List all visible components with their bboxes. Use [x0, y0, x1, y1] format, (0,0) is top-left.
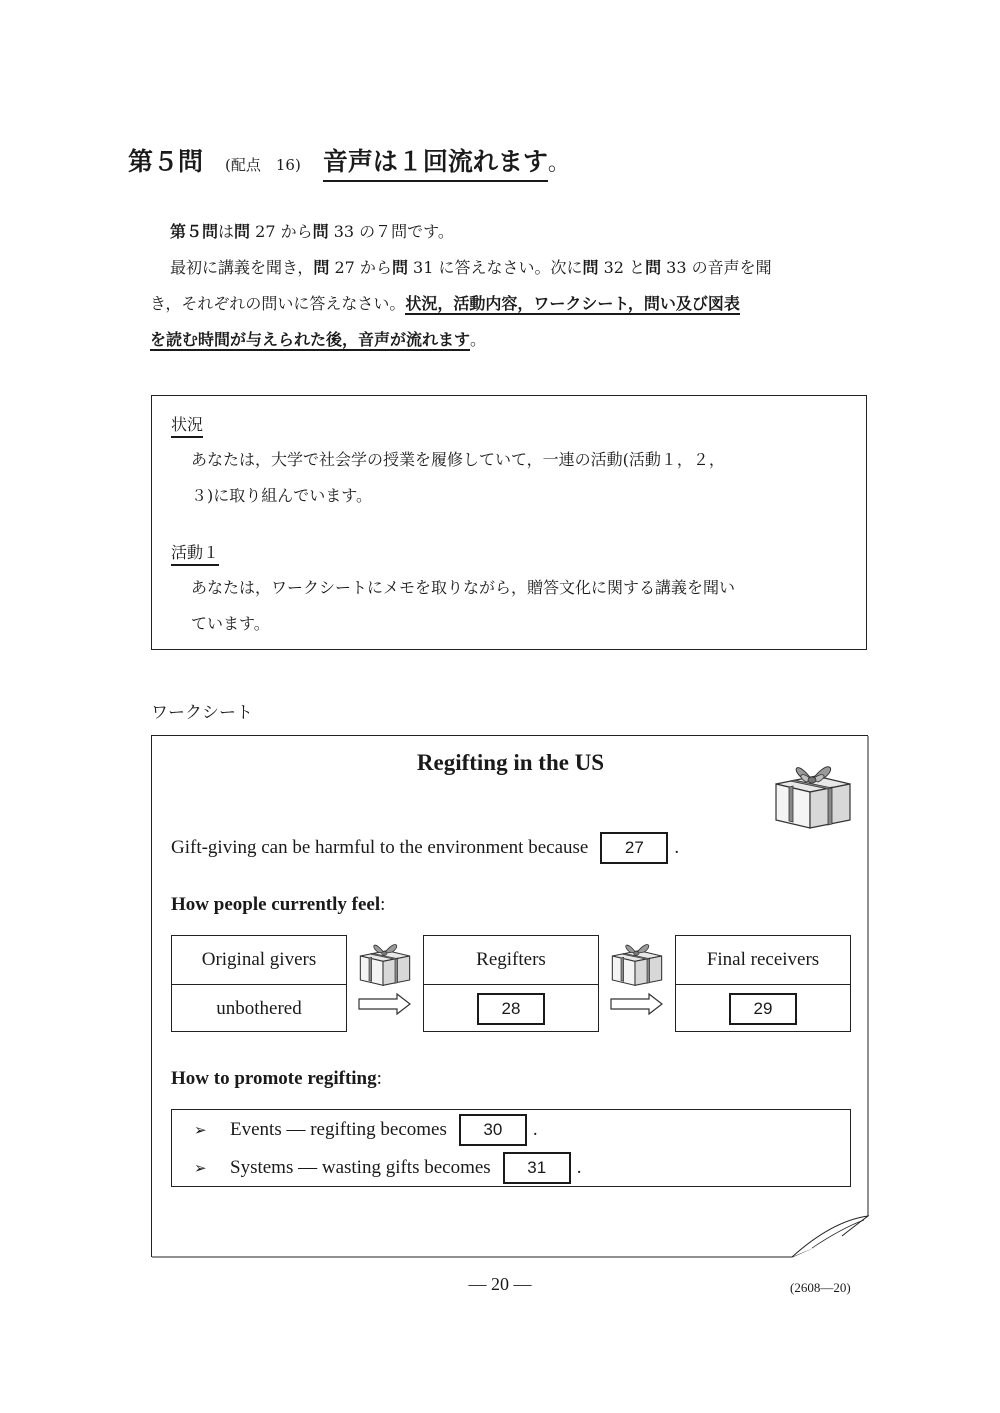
- activity1-title: 活動１: [171, 540, 219, 566]
- arrowhead-bullet-icon: ➢: [194, 1160, 207, 1177]
- gift-box-icon: [609, 936, 665, 988]
- activity1-body: あなたは，ワークシートにメモを取りながら，贈答文化に関する講義を聞い ています。: [191, 578, 736, 633]
- audio-note: 音声は１回流れます: [323, 142, 548, 182]
- flow-box-final-receivers: Final receivers 29: [675, 935, 851, 1032]
- bullet-events: ➢ Events ― regifting becomes 30 .: [194, 1114, 538, 1146]
- flow-box-regifters: Regifters 28: [423, 935, 599, 1032]
- exam-code: (2608―20): [790, 1280, 851, 1295]
- question-heading: [128, 142, 570, 186]
- promote-box: [171, 1109, 851, 1187]
- bullet-systems: ➢ Systems ― wasting gifts becomes 31 .: [194, 1152, 581, 1184]
- underlined-notice: 状況，活動内容，ワークシート，問い及び図表: [405, 294, 740, 313]
- audio-note-period: 。: [547, 151, 570, 176]
- worksheet: [151, 735, 868, 1257]
- answer-blank-29[interactable]: 29: [729, 993, 797, 1025]
- worksheet-title: Regifting in the US: [416, 750, 605, 775]
- page-number: ― 20 ―: [468, 1274, 532, 1294]
- instruction-line-1: 第５問は問 27 から問 33 の７問です。: [170, 222, 454, 241]
- situation-body: あなたは，大学で社会学の授業を履修していて，一連の活動(活動１，２， ３)に取り組んでいます。: [191, 450, 725, 505]
- intro-line: Gift-giving can be harmful to the environment because 27 .: [171, 832, 679, 864]
- instruction-line-3: き，それぞれの問いに答えなさい。状況，活動内容，ワークシート，問い及び図表: [150, 294, 740, 313]
- gift-box-icon: [772, 754, 854, 832]
- promote-heading: How to promote regifting:: [171, 1068, 382, 1089]
- arrowhead-bullet-icon: ➢: [194, 1122, 207, 1139]
- instruction-line-4: を読む時間が与えられた後，音声が流れます。: [150, 330, 487, 349]
- feel-heading: How people currently feel:: [171, 894, 386, 915]
- question-number: 第５問: [128, 147, 204, 176]
- situation-title: 状況: [171, 412, 203, 438]
- answer-blank-28[interactable]: 28: [477, 993, 545, 1025]
- answer-blank-31[interactable]: 31: [503, 1152, 571, 1184]
- flow-box-original-givers: Original givers unbothered: [171, 935, 347, 1032]
- right-arrow-icon: [609, 992, 665, 1016]
- instruction-line-2: 最初に講義を聞き，問 27 から問 31 に答えなさい。次に問 32 と問 33 の音声を聞: [170, 258, 772, 277]
- worksheet-label: ワークシート: [151, 703, 253, 723]
- situation-box: [151, 395, 867, 650]
- gift-box-icon: [357, 936, 413, 988]
- points-note: (配点 16): [225, 156, 301, 174]
- answer-blank-30[interactable]: 30: [459, 1114, 527, 1146]
- underlined-notice-cont: を読む時間が与えられた後，音声が流れます: [150, 330, 471, 349]
- answer-blank-27[interactable]: 27: [600, 832, 668, 864]
- right-arrow-icon: [357, 992, 413, 1016]
